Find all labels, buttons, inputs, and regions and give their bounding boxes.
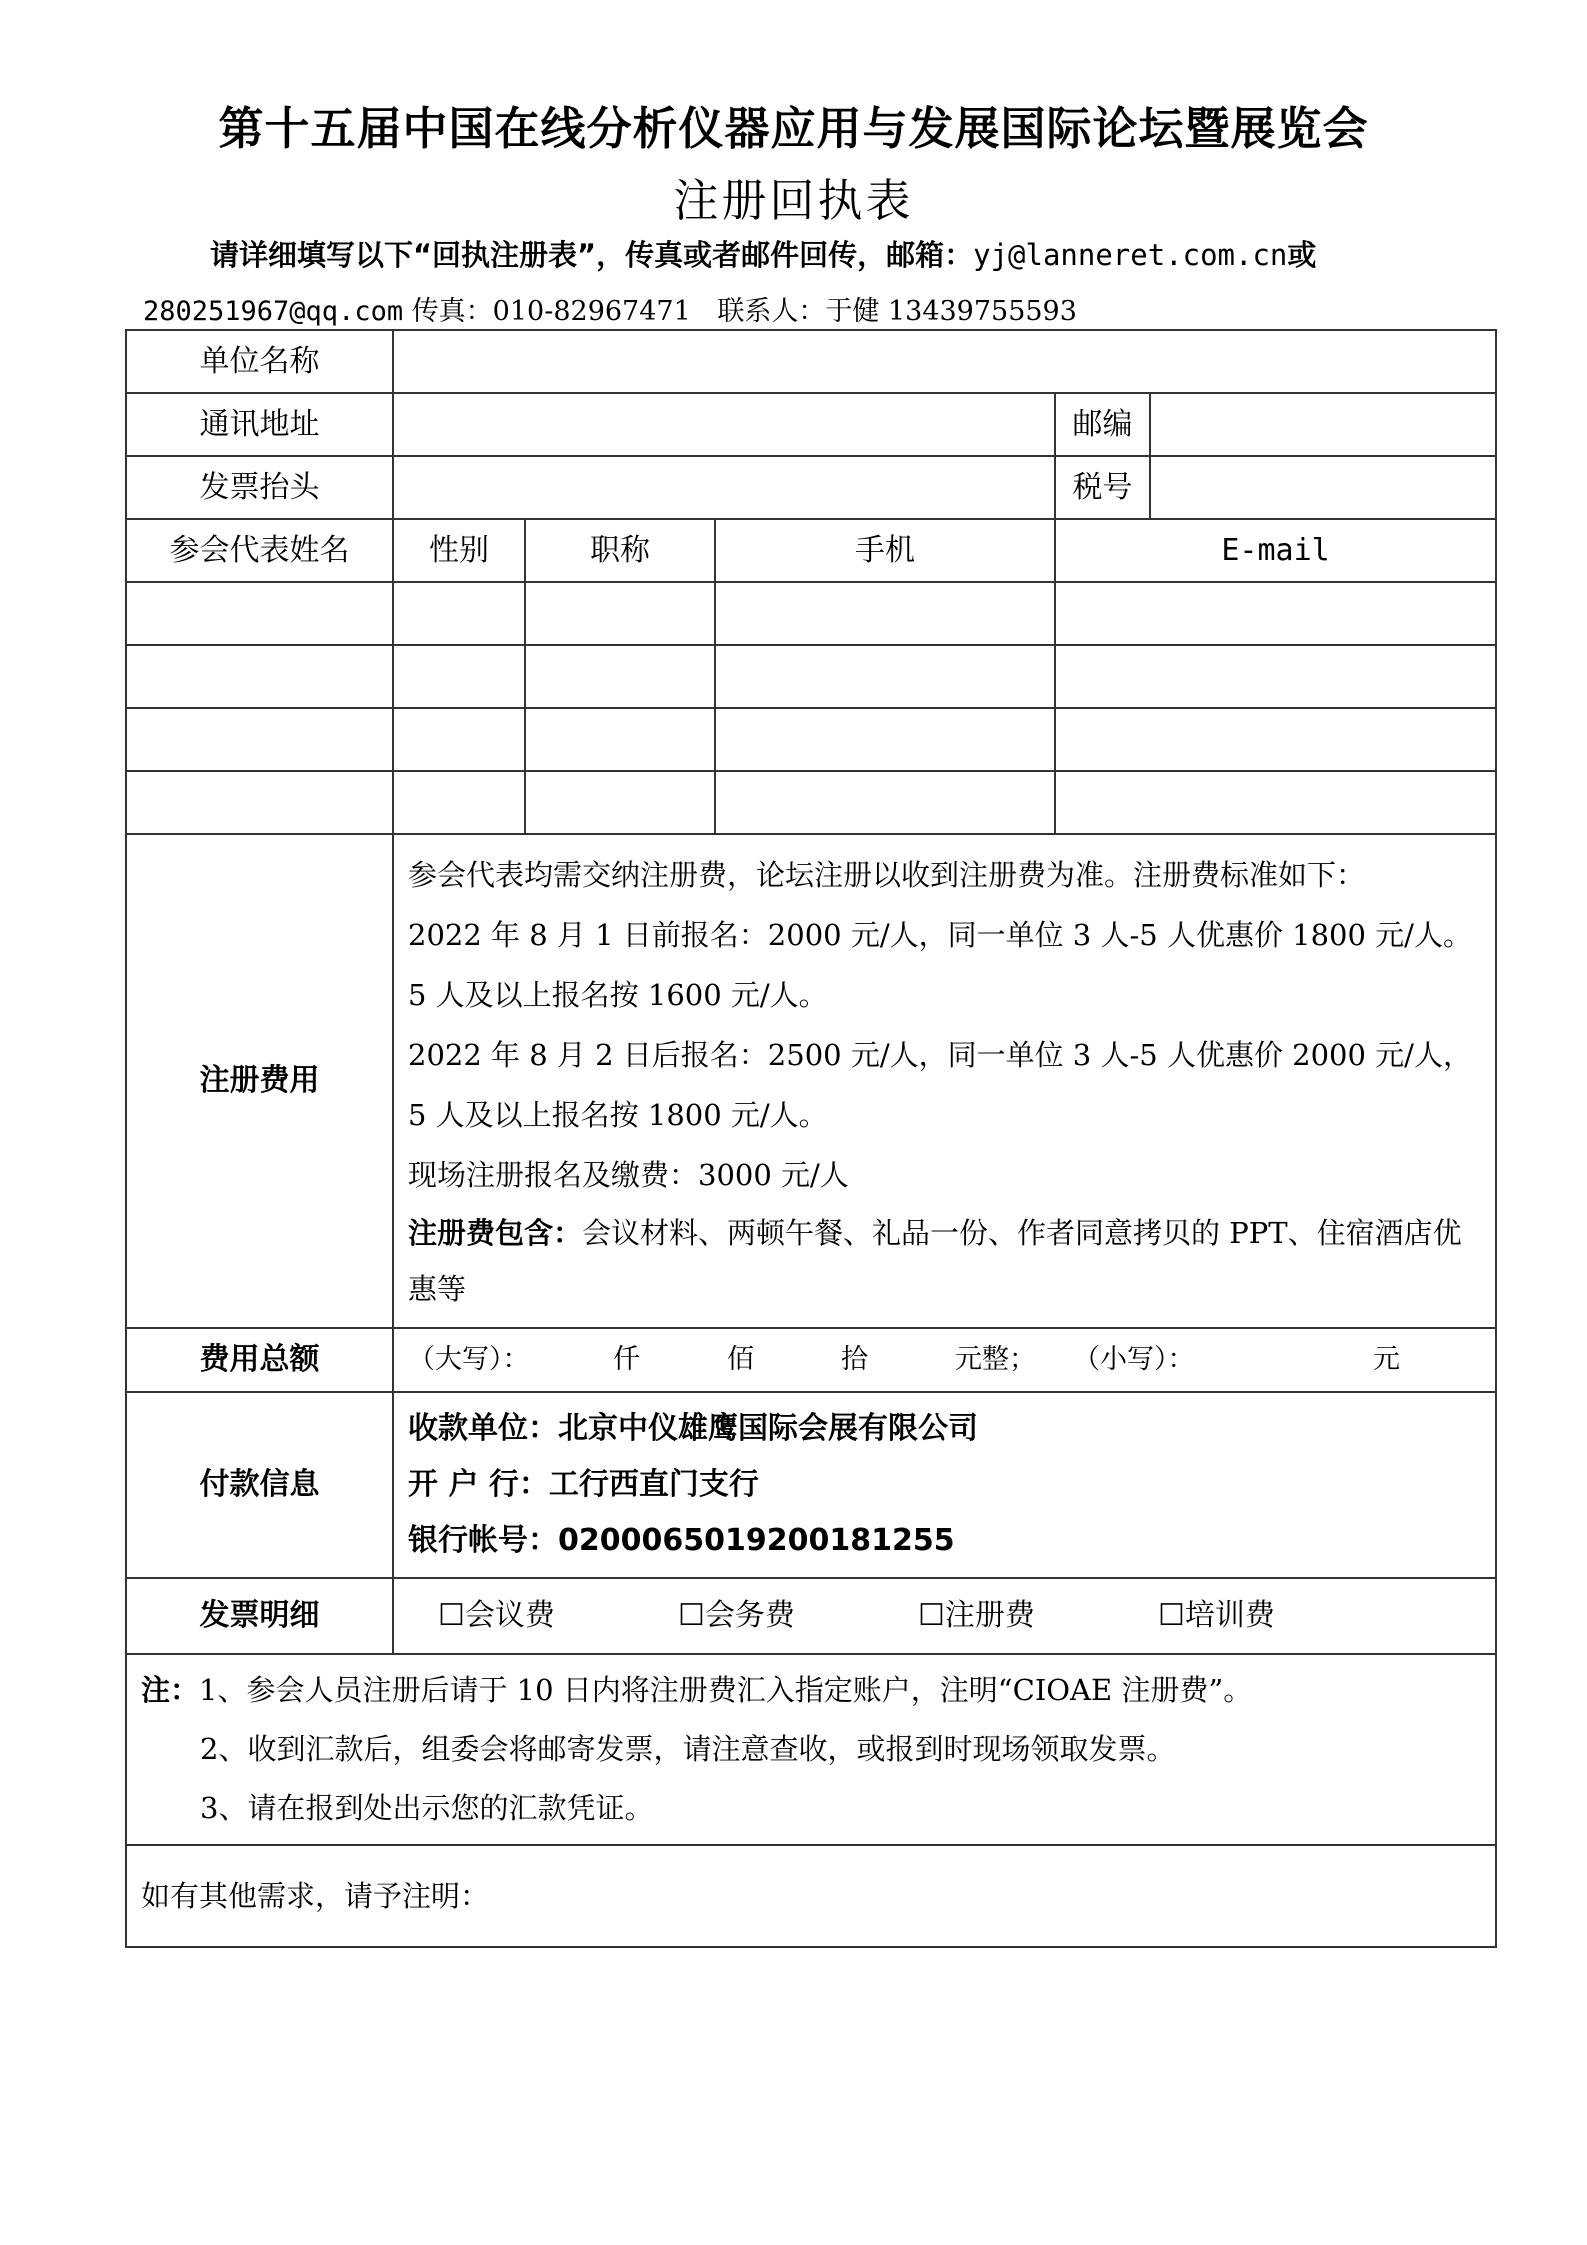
- attendee-row: [126, 771, 1496, 834]
- tax-no-label: 税号: [1055, 456, 1150, 519]
- address-input[interactable]: [393, 393, 1055, 456]
- fees-line: 现场注册报名及缴费：3000 元/人: [408, 1158, 849, 1192]
- attendee-header-row: [126, 519, 1496, 582]
- notes: [126, 1654, 1496, 1845]
- fees-line: 参会代表均需交纳注册费，论坛注册以收到注册费为准。注册费标准如下：: [408, 858, 1366, 892]
- page-title: 第十五届中国在线分析仪器应用与发展国际论坛暨展览会: [218, 102, 1369, 155]
- tax-no-input[interactable]: [1150, 456, 1496, 519]
- col-name-header: 参会代表姓名: [126, 519, 393, 582]
- page-subtitle: 注册回执表: [673, 174, 914, 227]
- invoice-option-service[interactable]: ☐会务费: [678, 1598, 795, 1634]
- note-item: 3、请在报到处出示您的汇款凭证。: [200, 1791, 654, 1825]
- email-link-qq[interactable]: 280251967@qq.com: [143, 296, 404, 327]
- fees-details: [393, 834, 1496, 1328]
- other-requests-field[interactable]: 如有其他需求，请予注明：: [126, 1845, 1496, 1947]
- attendee-mobile-input[interactable]: [715, 771, 1055, 834]
- postcode-label: 邮编: [1055, 393, 1150, 456]
- notes-row: [126, 1654, 1496, 1845]
- attendee-title-input[interactable]: [525, 582, 715, 645]
- total-bai: 佰: [727, 1344, 754, 1376]
- total-shi: 拾: [841, 1344, 868, 1376]
- attendee-title-input[interactable]: [525, 645, 715, 708]
- attendee-gender-input[interactable]: [393, 708, 525, 771]
- bank: 开 户 行：工行西直门支行: [408, 1467, 759, 1502]
- postcode-input[interactable]: [1150, 393, 1496, 456]
- address-label: 通讯地址: [126, 393, 393, 456]
- col-email-header: E-mail: [1055, 519, 1496, 582]
- attendee-title-input[interactable]: [525, 708, 715, 771]
- fees-line: 2022 年 8 月 2 日后报名：2500 元/人，同一单位 3 人-5 人优惠价 2000 元/人，: [408, 1038, 1472, 1072]
- attendee-gender-input[interactable]: [393, 771, 525, 834]
- account-number: 银行帐号：0200065019200181255: [408, 1523, 955, 1558]
- attendee-name-input[interactable]: [126, 771, 393, 834]
- payment-label: 付款信息: [126, 1392, 393, 1578]
- payment-row: [126, 1392, 1496, 1578]
- attendee-email-input[interactable]: [1055, 708, 1496, 771]
- total-amount-field[interactable]: [393, 1328, 1496, 1392]
- payment-details: [393, 1392, 1496, 1578]
- attendee-name-input[interactable]: [126, 708, 393, 771]
- invoice-title-label: 发票抬头: [126, 456, 393, 519]
- org-input[interactable]: [393, 330, 1496, 393]
- payee: 收款单位：北京中仪雄鹰国际会展有限公司: [408, 1411, 978, 1446]
- instruction-text: 请详细填写以下“回执注册表”，传真或者邮件回传，邮箱：: [210, 238, 974, 272]
- col-title-header: 职称: [525, 519, 715, 582]
- attendee-email-input[interactable]: [1055, 771, 1496, 834]
- attendee-row: [126, 645, 1496, 708]
- email-link[interactable]: yj@lanneret.com.cn: [973, 238, 1288, 272]
- attendee-mobile-input[interactable]: [715, 582, 1055, 645]
- note-item: 2、收到汇款后，组委会将邮寄发票，请注意查收，或报到时现场领取发票。: [200, 1732, 1176, 1766]
- invoice-title-input[interactable]: [393, 456, 1055, 519]
- invoice-options: [393, 1578, 1496, 1654]
- invoice-row: [126, 1578, 1496, 1654]
- total-label: 费用总额: [126, 1328, 393, 1392]
- fees-label: 注册费用: [126, 834, 393, 1328]
- org-label: 单位名称: [126, 330, 393, 393]
- attendee-gender-input[interactable]: [393, 582, 525, 645]
- invoice-option-registration[interactable]: ☐注册费: [918, 1598, 1035, 1634]
- instruction-line-2: [143, 289, 1077, 328]
- attendee-title-input[interactable]: [525, 771, 715, 834]
- total-yuan-zheng: 元整；: [955, 1344, 1036, 1376]
- attendee-gender-input[interactable]: [393, 645, 525, 708]
- col-mobile-header: 手机: [715, 519, 1055, 582]
- attendee-row: [126, 708, 1496, 771]
- attendee-mobile-input[interactable]: [715, 708, 1055, 771]
- attendee-mobile-input[interactable]: [715, 645, 1055, 708]
- attendee-row: [126, 582, 1496, 645]
- attendee-name-input[interactable]: [126, 582, 393, 645]
- note-item: 1、参会人员注册后请于 10 日内将注册费汇入指定账户，注明“CIOAE 注册费”。: [199, 1673, 1253, 1707]
- total-qian: 仟: [613, 1344, 640, 1376]
- invoice-label: 发票明细: [126, 1578, 393, 1654]
- contact-person: 联系人：于健 13439755593: [717, 296, 1077, 327]
- registration-form: [125, 329, 1497, 1948]
- instruction-or: 或: [1287, 238, 1317, 272]
- attendee-email-input[interactable]: [1055, 582, 1496, 645]
- fees-line: 2022 年 8 月 1 日前报名：2000 元/人，同一单位 3 人-5 人优惠价 1800 元/人。: [408, 918, 1472, 952]
- fees-row: [126, 834, 1496, 1328]
- fees-includes-text: 会议材料、两顿午餐、礼品一份、作者同意拷贝的 PPT、住宿酒店优惠等: [408, 1216, 1462, 1306]
- notes-prefix: 注：: [141, 1673, 200, 1707]
- fees-line: 5 人及以上报名按 1600 元/人。: [408, 978, 828, 1012]
- instruction-line-1: [210, 233, 1316, 274]
- fax-number: 传真：010-82967471: [411, 296, 691, 327]
- invoice-option-meeting[interactable]: ☐会议费: [438, 1598, 555, 1634]
- fees-line: 5 人及以上报名按 1800 元/人。: [408, 1098, 828, 1132]
- total-lower-label: （小写）：: [1073, 1344, 1195, 1376]
- attendee-email-input[interactable]: [1055, 645, 1496, 708]
- total-yuan: 元: [1373, 1344, 1400, 1376]
- invoice-option-training[interactable]: ☐培训费: [1158, 1598, 1275, 1634]
- fees-includes-label: 注册费包含：: [408, 1216, 583, 1250]
- attendee-name-input[interactable]: [126, 645, 393, 708]
- total-upper-label: （大写）：: [408, 1344, 530, 1376]
- col-gender-header: 性别: [393, 519, 525, 582]
